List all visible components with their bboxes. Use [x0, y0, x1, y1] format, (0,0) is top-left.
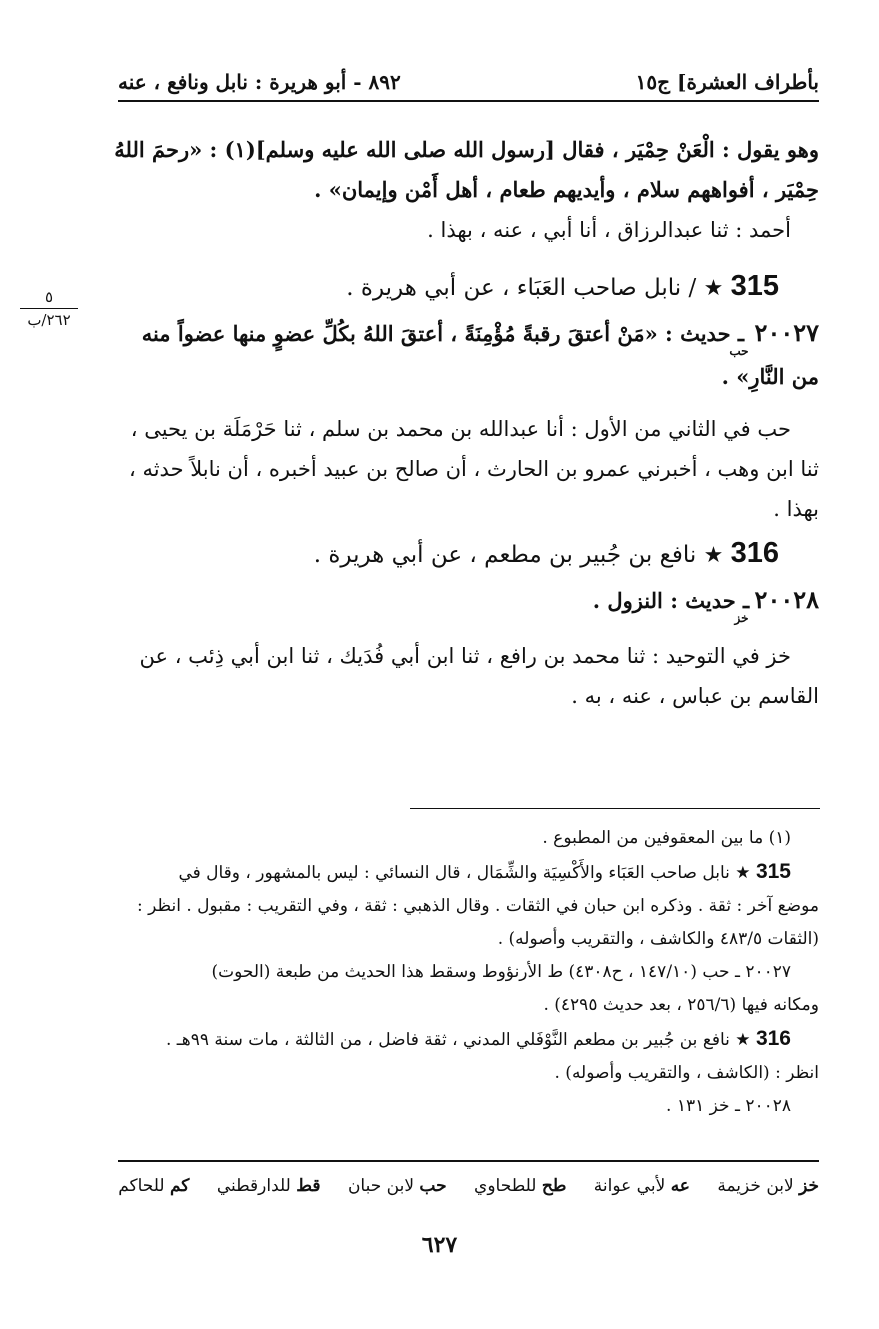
narrator-number: 315 — [730, 270, 779, 302]
hadith-heading-20028 — [118, 580, 819, 624]
star-icon: ★ — [703, 276, 724, 301]
text-line: بهذا . — [773, 497, 819, 521]
main-text — [114, 130, 819, 716]
narrator-title: / نابل صاحب العَبَاء ، عن أبي هريرة . — [346, 275, 697, 301]
text-line: حِمْيَر ، أفواههم سلام ، وأيديهم طعام ، أهل أَمْن وإيمان» . — [314, 177, 819, 202]
abbreviation-item: طح للطحاوي — [474, 1176, 567, 1196]
footnote-number: 316 — [755, 1027, 791, 1050]
margin-ref-top: ٥ — [20, 288, 78, 309]
abbreviation-item: حب لابن حبان — [347, 1176, 447, 1196]
abbreviation-item: قط للدارقطني — [216, 1176, 321, 1196]
footnote-line: ومكانه فيها (٢٥٦/٦ ، بعد حديث ٤٢٩٥) . — [543, 995, 819, 1015]
hadith-text: ـ حديث : «مَنْ أعتقَ رقبةً مُؤْمِنَةً ، أعتقَ اللهُ بكُلِّ عضوٍ منها عضواً منه — [141, 321, 752, 346]
footnote-text: ★ نابل صاحب العَبَاء والأَكْسِيَة والشِّمَال ، قال النسائي : ليس بالمشهور ، وقال في — [178, 863, 756, 883]
abbreviation-item: كم للحاكم — [118, 1176, 190, 1196]
narrator-title: نافع بن جُبير بن مطعم ، عن أبي هريرة . — [313, 542, 697, 568]
hadith-number: ٢٠٠٢٨ — [754, 585, 819, 614]
hadith-heading-20027 — [118, 313, 819, 357]
text-line: وهو يقول : الْعَنْ حِمْيَر ، فقال [رسول الله صلى الله عليه وسلم](١) : «رحمَ اللهُ — [114, 137, 819, 162]
abbreviations-key — [118, 1160, 819, 1196]
margin-ref-bottom: ٢٦٢/ب — [27, 311, 71, 329]
source-code: خز — [734, 611, 749, 625]
running-header — [118, 60, 819, 102]
abbreviation-item: عه لأبي عوانة — [593, 1176, 690, 1196]
text-line: أحمد : ثنا عبدالرزاق ، أنا أبي ، عنه ، بهذا . — [427, 218, 791, 242]
footnotes — [118, 822, 819, 1123]
header-section-title: ٨٩٢ - أبو هريرة : نابل ونافع ، عنه — [118, 70, 401, 94]
text-line: القاسم بن عباس ، عنه ، به . — [571, 684, 819, 708]
footnote — [118, 1022, 819, 1057]
footnote: ٢٠٠٢٨ ـ خز ١٣١ . — [666, 1096, 791, 1116]
text-line: خز في التوحيد : ثنا محمد بن رافع ، ثنا ابن أبي فُدَيك ، ثنا ابن أبي ذِئب ، عن — [139, 644, 791, 668]
text-line: حب في الثاني من الأول : أنا عبدالله بن محمد بن سلم ، ثنا حَرْمَلَة بن يحيى ، — [130, 417, 791, 441]
footnote-text: ★ نافع بن جُبير بن مطعم النَّوْفَلي المدني ، ثقة فاضل ، من الثالثة ، مات سنة ٩٩هـ . — [165, 1030, 756, 1050]
source-code: حب — [729, 344, 749, 358]
hadith-text: ـ حديث : النزول . — [592, 588, 757, 613]
margin-manuscript-ref — [20, 288, 78, 329]
footnote-line: (الثقات ٤٨٣/٥ والكاشف ، والتقريب وأصوله) . — [497, 929, 819, 949]
footnote-line: انظر : (الكاشف ، والتقريب وأصوله) . — [554, 1063, 819, 1083]
hadith-number: ٢٠٠٢٧ — [754, 318, 819, 347]
footnote — [118, 855, 819, 890]
footnote-number: 315 — [755, 860, 791, 883]
footnote: (١) ما بين المعقوفين من المطبوع . — [542, 828, 791, 848]
abbreviation-item: خز لابن خزيمة — [717, 1176, 819, 1196]
footnote: ٢٠٠٢٧ ـ حب (١٤٧/١٠ ، ح٤٣٠٨) ط الأرنؤوط وسقط هذا الحديث من طبعة (الحوت) — [211, 962, 791, 982]
star-icon: ★ — [703, 543, 724, 568]
text-line: ثنا ابن وهب ، أخبرني عمرو بن الحارث ، أن صالح بن عبيد أخبره ، أن نابلاً حدثه ، — [129, 457, 819, 481]
footnote-line: موضع آخر : ثقة . وذكره ابن حبان في الثقات . وقال الذهبي : ثقة ، وفي التقريب : مقبول . انظر : — [137, 896, 819, 916]
narrator-heading-316 — [118, 529, 819, 580]
narrator-heading-315 — [118, 262, 819, 313]
narrator-number: 316 — [730, 537, 779, 569]
page-number: ٦٢٧ — [421, 1232, 458, 1258]
header-book-title: بأطراف العشرة] ج١٥ — [635, 70, 819, 94]
text-line: من النَّارِ» . — [721, 364, 819, 389]
footnote-divider — [410, 808, 820, 809]
